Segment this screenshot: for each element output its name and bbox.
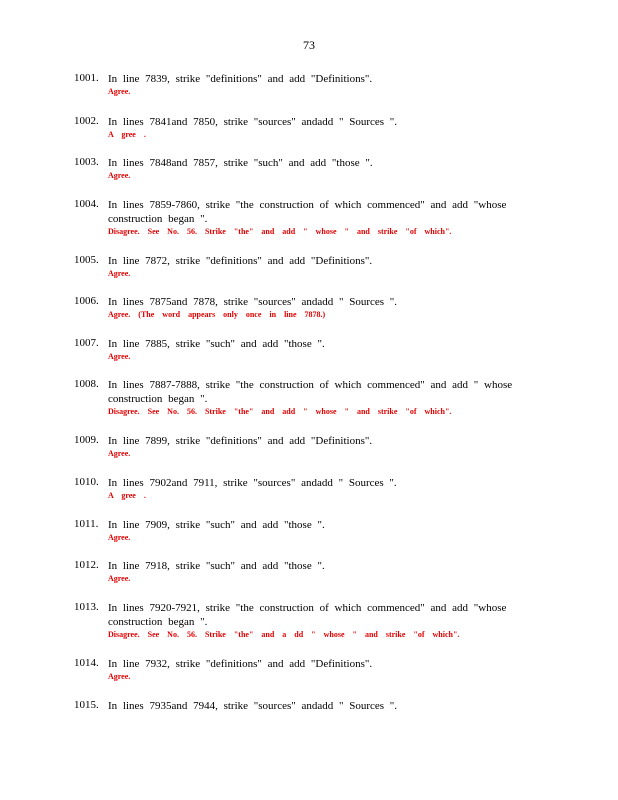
entry-text: In lines 7887-7888, strike "the construction of which commenced" and add " whose construction began ". bbox=[108, 379, 513, 405]
entry-text: In lines 7935and 7944, strike "sources" andadd " Sources ". bbox=[108, 700, 398, 712]
entry-text: In lines 7920-7921, strike "the construction of which commenced" and add "whose construction began ". bbox=[108, 602, 507, 628]
entry-number: 1004. bbox=[74, 198, 99, 210]
entry-number: 1007. bbox=[74, 337, 99, 349]
amendment-entry bbox=[74, 559, 534, 584]
entry-text: In line 7872, strike "definitions" and add "Definitions". bbox=[108, 255, 373, 267]
amendment-entry bbox=[74, 476, 534, 501]
entry-response: Agree. bbox=[108, 672, 131, 681]
amendment-entry bbox=[74, 601, 534, 640]
entry-response: A gree . bbox=[108, 491, 146, 500]
entry-response: Agree. bbox=[108, 574, 131, 583]
amendment-entry bbox=[74, 115, 534, 140]
entry-number: 1009. bbox=[74, 434, 99, 446]
entry-response: Agree. bbox=[108, 87, 131, 96]
entry-response: Agree. bbox=[108, 269, 131, 278]
entry-number: 1013. bbox=[74, 601, 99, 613]
entry-number: 1014. bbox=[74, 657, 99, 669]
entry-text: In line 7909, strike "such" and add "those ". bbox=[108, 519, 325, 531]
page-number: 73 bbox=[303, 38, 315, 52]
entry-text: In line 7918, strike "such" and add "those ". bbox=[108, 560, 325, 572]
entry-response: Agree. (The word appears only once in line 7878.) bbox=[108, 310, 326, 319]
entry-response: Agree. bbox=[108, 533, 131, 542]
amendment-entry bbox=[74, 657, 534, 682]
entry-response: Disagree. See No. 56. Strike "the" and add " whose " and strike "of which". bbox=[108, 227, 452, 236]
amendment-entry bbox=[74, 378, 534, 417]
entry-response: Agree. bbox=[108, 449, 131, 458]
entry-response: Agree. bbox=[108, 171, 131, 180]
entry-text: In line 7899, strike "definitions" and add "Definitions". bbox=[108, 435, 373, 447]
entry-response: A gree . bbox=[108, 130, 146, 139]
entry-response: Disagree. See No. 56. Strike "the" and add " whose " and strike "of which". bbox=[108, 407, 452, 416]
entry-number: 1006. bbox=[74, 295, 99, 307]
amendment-entry bbox=[74, 72, 534, 97]
amendment-entry bbox=[74, 699, 534, 713]
entry-response: Disagree. See No. 56. Strike "the" and a dd " whose " and strike "of which". bbox=[108, 630, 460, 639]
entry-number: 1015. bbox=[74, 699, 99, 711]
entry-number: 1008. bbox=[74, 378, 99, 390]
entry-number: 1002. bbox=[74, 115, 99, 127]
entry-text: In lines 7902and 7911, strike "sources" andadd " Sources ". bbox=[108, 477, 397, 489]
amendment-entry bbox=[74, 295, 534, 320]
entry-text: In lines 7848and 7857, strike "such" and add "those ". bbox=[108, 157, 373, 169]
entry-text: In line 7839, strike "definitions" and add "Definitions". bbox=[108, 73, 373, 85]
entry-text: In lines 7875and 7878, strike "sources" andadd " Sources ". bbox=[108, 296, 398, 308]
entry-number: 1003. bbox=[74, 156, 99, 168]
entry-text: In lines 7859-7860, strike "the construction of which commenced" and add "whose construction began ". bbox=[108, 199, 507, 225]
entry-number: 1005. bbox=[74, 254, 99, 266]
amendment-entry bbox=[74, 198, 534, 237]
amendment-entry bbox=[74, 337, 534, 362]
entry-text: In lines 7841and 7850, strike "sources" andadd " Sources ". bbox=[108, 116, 398, 128]
entry-response: Agree. bbox=[108, 352, 131, 361]
entry-text: In line 7932, strike "definitions" and add "Definitions". bbox=[108, 658, 373, 670]
entry-number: 1010. bbox=[74, 476, 99, 488]
amendment-entry bbox=[74, 518, 534, 543]
amendment-entry bbox=[74, 254, 534, 279]
entry-text: In line 7885, strike "such" and add "those ". bbox=[108, 338, 325, 350]
amendment-entry bbox=[74, 434, 534, 459]
entry-number: 1001. bbox=[74, 72, 99, 84]
entry-number: 1012. bbox=[74, 559, 99, 571]
entry-number: 1011. bbox=[74, 518, 99, 530]
amendment-entry bbox=[74, 156, 534, 181]
